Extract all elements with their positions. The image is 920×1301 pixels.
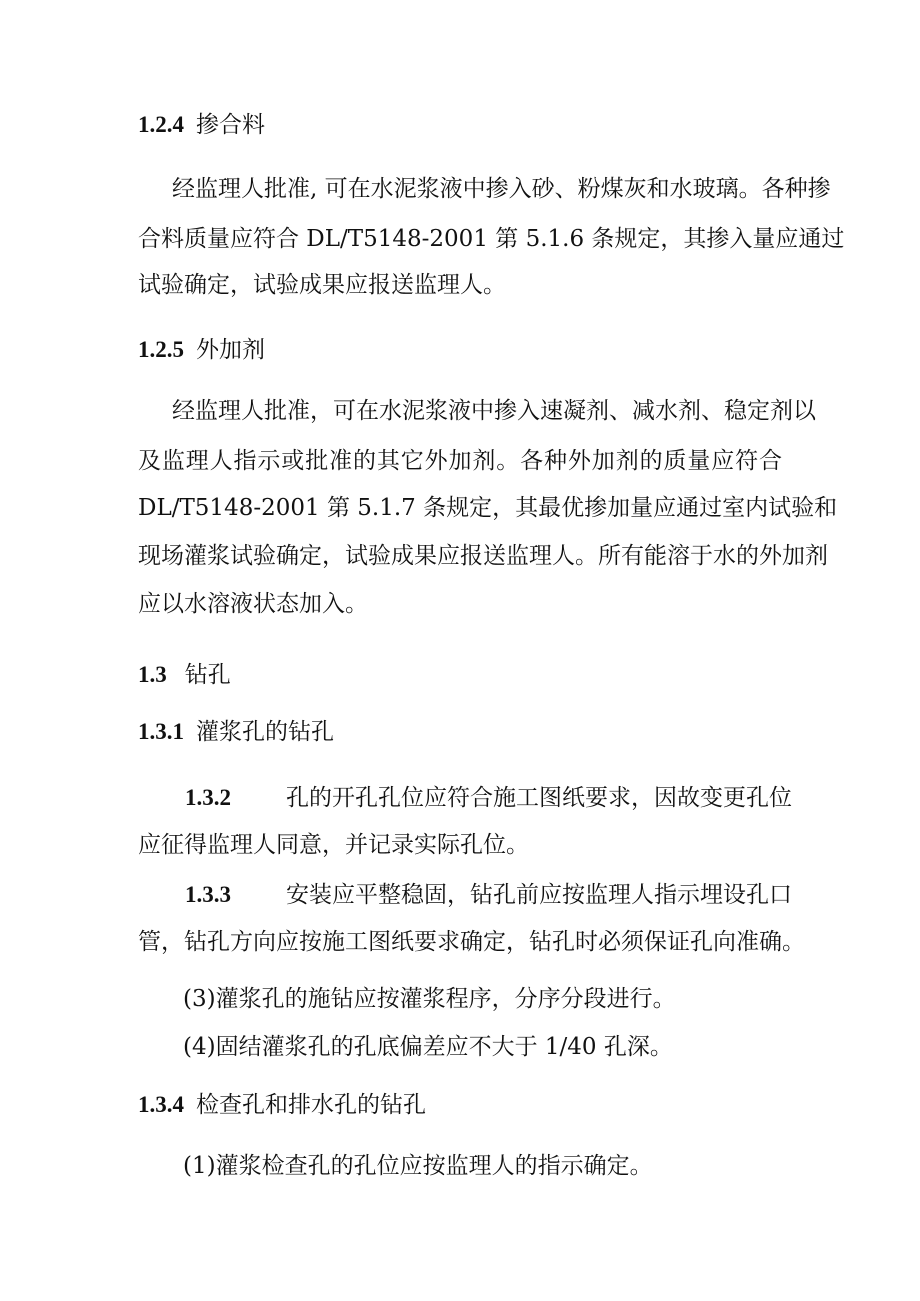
- list-item-1: (1)灌浆检查孔的孔位应按监理人的指示确定。: [183, 1153, 653, 1179]
- list-item-4: (4)固结灌浆孔的孔底偏差应不大于 1/40 孔深。: [183, 1034, 673, 1060]
- clause-text: 安装应平整稳固，钻孔前应按监理人指示埋设孔口: [286, 882, 792, 908]
- section-heading-1-3: [138, 660, 782, 690]
- section-heading-1-3-1: [138, 717, 782, 747]
- clause-1-3-2-line1: [185, 783, 792, 813]
- section-heading-1-3-4: [138, 1090, 782, 1120]
- section-number: 1.2.5: [138, 337, 184, 362]
- paragraph-line: 合料质量应符合 DL/T5148-2001 第 5.1.6 条规定，其掺入量应通过: [138, 226, 845, 252]
- paragraph-line: 试验确定，试验成果应报送监理人。: [138, 272, 506, 298]
- section-title: 灌浆孔的钻孔: [196, 719, 334, 745]
- clause-number: 1.3.3: [185, 882, 231, 907]
- paragraph-line: 应征得监理人同意，并记录实际孔位。: [138, 832, 529, 858]
- section-title: 检查孔和排水孔的钻孔: [196, 1092, 426, 1118]
- paragraph-line: 现场灌浆试验确定，试验成果应报送监理人。所有能溶于水的外加剂: [138, 543, 828, 569]
- paragraph-line: 经监理人批准, 可在水泥浆液中掺入砂、粉煤灰和水玻璃。各种掺: [172, 176, 831, 202]
- clause-text: 孔的开孔孔位应符合施工图纸要求，因故变更孔位: [286, 785, 792, 811]
- paragraph-line: 应以水溶液状态加入。: [138, 591, 368, 617]
- section-title: 外加剂: [196, 337, 265, 363]
- section-heading-1-2-5: [138, 335, 782, 365]
- section-number: 1.3.4: [138, 1092, 184, 1117]
- clause-1-3-3-line1: [185, 880, 792, 910]
- list-item-3: (3)灌浆孔的施钻应按灌浆程序，分序分段进行。: [183, 986, 676, 1012]
- section-number: 1.2.4: [138, 112, 184, 137]
- paragraph-line: 管，钻孔方向应按施工图纸要求确定，钻孔时必须保证孔向准确。: [138, 929, 805, 955]
- section-number: 1.3.1: [138, 719, 184, 744]
- section-number: 1.3: [138, 662, 167, 687]
- section-title: 钻孔: [184, 662, 231, 688]
- paragraph-line: 及监理人指示或批准的其它外加剂。各种外加剂的质量应符合: [138, 448, 782, 474]
- paragraph-line: DL/T5148-2001 第 5.1.7 条规定，其最优掺加量应通过室内试验和: [138, 495, 838, 521]
- section-heading-1-2-4: [138, 110, 782, 140]
- section-title: 掺合料: [196, 112, 265, 138]
- clause-number: 1.3.2: [185, 785, 231, 810]
- paragraph-line: 经监理人批准，可在水泥浆液中掺入速凝剂、减水剂、稳定剂以: [172, 398, 816, 424]
